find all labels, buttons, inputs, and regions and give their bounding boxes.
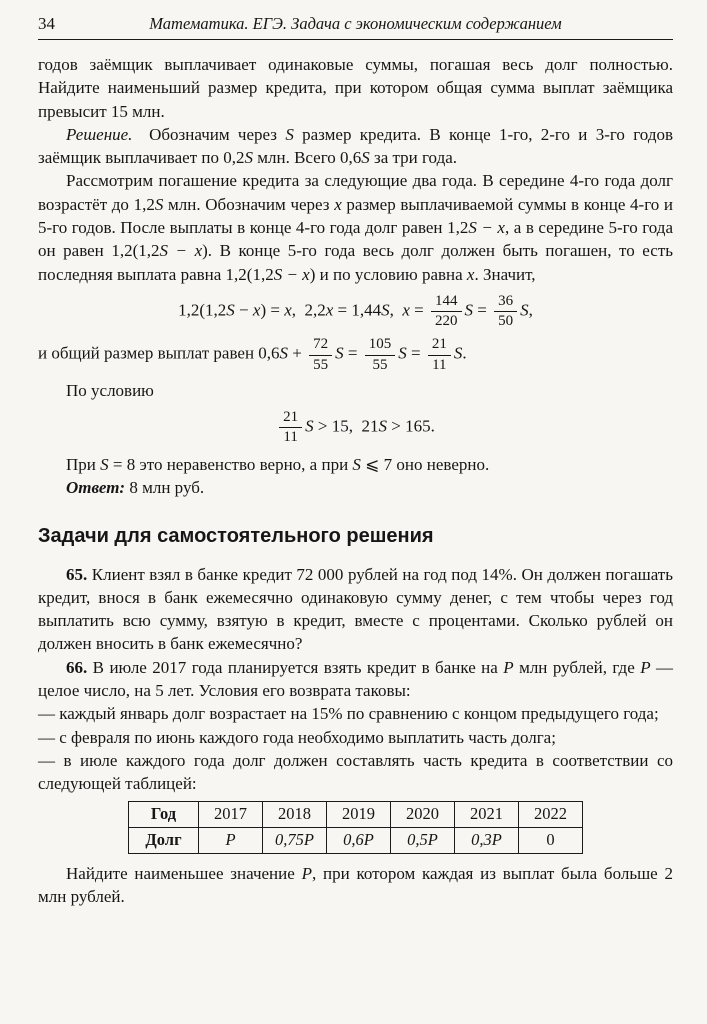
text-segment: размер выплачиваемой суммы в конце 4-го и 5-го годов. После выплаты в конце 4-го года долг равен 1,2 (38, 194, 673, 237)
text-segment: 1,2(1,2 (178, 300, 227, 320)
fraction-numerator: 144 (431, 293, 462, 312)
solution-paragraph-1 (38, 123, 673, 170)
text-segment: размер кредита. В конце 1-го, 2-го и 3-го годов заёмщик выплачивает по 0,2 (38, 124, 673, 168)
text-segment: = (409, 300, 429, 320)
table-cell: 0,75P (263, 827, 327, 853)
math-var: x (284, 300, 292, 320)
problem-continuation-paragraph: годов заёмщик выплачивает одинаковые суммы, погашая весь долг полностью. Найдите наименьший размер кредита, при котором общая сумма выплат заёмщика превысит 15 млн. (38, 55, 673, 121)
math-var: S (398, 343, 407, 363)
text-segment: Рассмотрим погашение кредита за следующие два года. В середине 4-го года долг возрастёт до 1,2 (38, 171, 673, 214)
page-body (38, 53, 673, 908)
section-heading: Задачи для самостоятельного решения (38, 525, 434, 548)
fraction-denominator: 11 (432, 356, 447, 373)
math-var: P (503, 657, 514, 677)
text-segment: , (389, 300, 403, 320)
problem-text: Клиент взял в банке кредит 72 000 рублей на год под 14%. Он должен погашать кредит, внося в банк ежемесячно одинаковую сумму денег, с тем чтобы через год выплатить всю сумму, взятую в кредит, вместе с процентами. Сколько рублей он должен вносить в банк ежемесячно? (38, 564, 673, 654)
total-payments-paragraph (38, 336, 673, 374)
condition-item-2: — с февраля по июнь каждого года необходимо выплатить часть долга; (38, 727, 556, 747)
fraction-denominator: 11 (283, 429, 298, 446)
text-segment: — целое число, на 5 лет. Условия его возврата таковы: (38, 657, 674, 700)
inequality-line (38, 409, 673, 447)
text-segment: Найдите наименьшее значение (66, 863, 302, 883)
table-header-cell: Долг (129, 827, 199, 853)
text-segment: , а в середине 5-го года он равен 1,2(1,2 (38, 217, 673, 261)
text-segment: , 2,2 (291, 300, 326, 320)
text-segment: млн. Обозначим через (163, 194, 335, 214)
equation-line-1 (38, 293, 673, 331)
text-segment: за три года. (369, 148, 458, 168)
math-var: x (334, 194, 342, 214)
text-segment: Обозначим через (132, 124, 286, 144)
text-segment: млн рублей, где (513, 657, 641, 677)
problem-66-outro (38, 862, 673, 909)
math-var: S (378, 416, 387, 436)
math-var: S (226, 300, 235, 320)
fraction (365, 336, 396, 374)
text-segment: В июле 2017 года планируется взять кредит в банке на (87, 657, 504, 677)
math-var: x (252, 300, 261, 320)
math-var: S (279, 343, 289, 363)
fraction (428, 336, 451, 374)
condition-item-1: — каждый январь долг возрастает на 15% по сравнению с концом предыдущего года; (38, 704, 659, 724)
table-cell: 2020 (391, 802, 455, 828)
math-var: S (305, 416, 314, 436)
table-row-years (129, 802, 583, 828)
text-segment: + (288, 343, 307, 363)
math-var: S (453, 343, 463, 363)
text-segment: > 165. (387, 416, 435, 436)
page-header (38, 14, 673, 40)
condition-item-3: — в июле каждого года долг должен составлять часть кредита в соответствии со следующей таблицей: (38, 750, 673, 794)
answer-paragraph (38, 476, 673, 499)
loan-table (128, 801, 583, 853)
table-header-cell: Год (129, 802, 199, 828)
math-expr: S − x (468, 217, 505, 237)
table-cell: 2017 (199, 802, 263, 828)
math-var: x (402, 300, 410, 320)
check-paragraph (38, 453, 673, 476)
problem-66-intro (38, 656, 673, 703)
math-var: S (352, 454, 361, 474)
text-segment: − (234, 300, 253, 320)
fraction-denominator: 55 (372, 356, 388, 373)
text-segment: = (343, 343, 362, 363)
fraction-numerator: 72 (309, 336, 332, 355)
math-expr: S − x (273, 264, 310, 284)
text-segment: . Значит, (474, 264, 536, 284)
fraction (494, 293, 517, 331)
math-var: x (325, 300, 334, 320)
math-var: P (640, 657, 651, 677)
fraction-numerator: 21 (428, 336, 451, 355)
math-var: S (244, 148, 253, 168)
table-cell: P (199, 827, 263, 853)
text-segment: = 8 это неравенство верно, а при (108, 454, 353, 474)
text-segment: = (406, 343, 425, 363)
running-title: Математика. ЕГЭ. Задача с экономическим содержанием (149, 14, 562, 33)
table-cell: 2021 (455, 802, 519, 828)
table-cell: 0,3P (455, 827, 519, 853)
math-var: S (361, 148, 370, 168)
solution-paragraph-2 (38, 169, 673, 285)
solution-label: Решение. (66, 124, 133, 144)
text-segment: млн. Всего 0,6 (252, 148, 362, 168)
text-segment: . (462, 343, 467, 363)
fraction (431, 293, 462, 331)
fraction (309, 336, 332, 374)
text-segment: ) и по условию равна (309, 264, 467, 284)
math-var: S (520, 300, 529, 320)
text-segment: , при котором каждая из выплат была больше 2 млн рублей. (38, 863, 673, 906)
math-var: S (285, 124, 294, 144)
fraction-numerator: 36 (494, 293, 517, 312)
math-var: S (335, 343, 344, 363)
table-cell: 2019 (327, 802, 391, 828)
answer-text: 8 млн руб. (125, 477, 205, 497)
math-var: S (381, 300, 390, 320)
text-segment: ⩽ 7 оно неверно. (360, 454, 490, 474)
problem-number: 66. (66, 657, 88, 677)
math-expr: S − x (159, 241, 203, 261)
fraction-denominator: 55 (313, 356, 329, 373)
answer-label: Ответ: (66, 477, 126, 497)
math-var: P (301, 863, 312, 883)
text-segment: = 1,44 (333, 300, 382, 320)
condition-lead-paragraph: По условию (66, 380, 154, 400)
math-var: S (464, 300, 474, 320)
table-cell: 2022 (519, 802, 583, 828)
problem-number: 65. (66, 564, 88, 584)
problem-65 (38, 563, 673, 656)
text-segment: ). В конце 5-го года весь долг должен быть погашен, то есть последняя выплата равна 1,2(1,2 (38, 241, 674, 284)
table-cell: 0 (519, 827, 583, 853)
text-segment: и общий размер выплат равен 0,6 (38, 343, 280, 363)
text-segment: , (528, 300, 533, 320)
fraction-numerator: 21 (279, 409, 302, 428)
fraction-numerator: 105 (365, 336, 396, 355)
table-cell: 0,6P (327, 827, 391, 853)
table-row-debt (129, 827, 583, 853)
math-var: S (100, 454, 109, 474)
table-cell: 2018 (263, 802, 327, 828)
fraction (279, 409, 302, 447)
text-segment: При (66, 454, 101, 474)
text-segment: > 15, 21 (313, 416, 379, 436)
page-number: 34 (38, 14, 55, 33)
text-segment: ) = (260, 300, 285, 320)
fraction-denominator: 50 (498, 313, 514, 330)
math-var: S (154, 194, 164, 214)
table-cell: 0,5P (391, 827, 455, 853)
text-segment: = (473, 300, 492, 320)
fraction-denominator: 220 (435, 313, 458, 330)
math-var: x (466, 264, 475, 284)
